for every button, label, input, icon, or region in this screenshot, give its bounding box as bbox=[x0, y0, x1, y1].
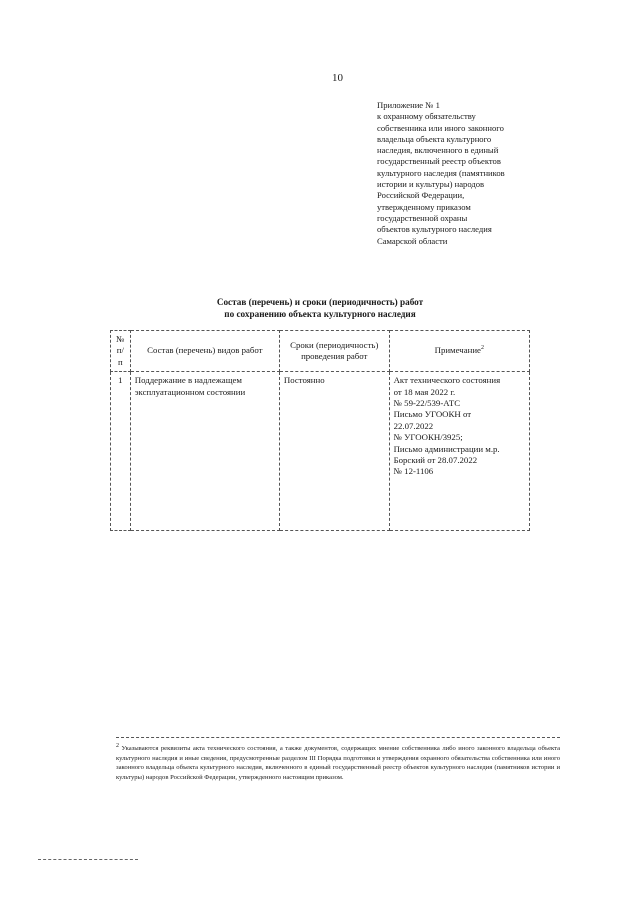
appendix-line: культурного наследия (памятников bbox=[377, 167, 505, 178]
appendix-line: объектов культурного наследия bbox=[377, 224, 492, 235]
header-note-label: Примечание bbox=[434, 345, 481, 356]
appendix-line: к охранному обязательству bbox=[377, 111, 476, 122]
footnote-ref: 2 bbox=[480, 345, 484, 352]
works-table bbox=[110, 330, 530, 531]
appendix-line: утвержденному приказом bbox=[377, 201, 471, 212]
note-line: Акт технического состояния bbox=[393, 375, 501, 386]
appendix-line: наследия, включенного в единый bbox=[377, 145, 499, 156]
title-line-1: Состав (перечень) и сроки (периодичность) работ bbox=[216, 297, 424, 307]
note-line: № 59-22/539-АТС bbox=[393, 398, 461, 409]
title-line-2: по сохранению объекта культурного наследия bbox=[224, 309, 416, 319]
header-num: № п/п bbox=[111, 331, 131, 372]
note-line: № УГООКН/3925; bbox=[393, 432, 463, 443]
appendix-line: Приложение № 1 bbox=[377, 100, 440, 110]
note-line: от 18 мая 2022 г. bbox=[393, 386, 456, 397]
footnote-divider bbox=[116, 737, 560, 738]
cell-composition: Поддержание в надлежащем эксплуатационном состоянии bbox=[130, 372, 279, 531]
appendix-line: Российской Федерации, bbox=[377, 190, 465, 201]
appendix-line: Самарской области bbox=[377, 235, 448, 246]
bottom-divider bbox=[38, 859, 138, 860]
appendix-line: истории и культуры) народов bbox=[377, 179, 485, 190]
note-line: Письмо УГООКН от bbox=[393, 409, 472, 420]
appendix-line: государственный реестр объектов bbox=[377, 156, 501, 167]
table-row bbox=[111, 372, 530, 531]
footnote bbox=[116, 744, 560, 782]
note-line: Письмо администрации м.р. bbox=[393, 443, 500, 454]
note-line: 22.07.2022 bbox=[393, 420, 434, 431]
note-line: Борский от 28.07.2022 bbox=[393, 455, 478, 466]
footnote-mark: 2 bbox=[116, 742, 119, 749]
appendix-line: владельца объекта культурного bbox=[377, 133, 492, 144]
appendix-line: государственной охраны bbox=[377, 212, 468, 223]
table-header-row bbox=[111, 331, 530, 372]
header-term: Сроки (периодичность) проведения работ bbox=[279, 331, 389, 372]
cell-note bbox=[389, 372, 529, 531]
header-note bbox=[389, 331, 529, 372]
header-composition: Состав (перечень) видов работ bbox=[130, 331, 279, 372]
page-number: 10 bbox=[332, 72, 343, 84]
cell-term: Постоянно bbox=[279, 372, 389, 531]
note-line: № 12-1106 bbox=[393, 466, 434, 477]
appendix-line: собственника или иного законного bbox=[377, 122, 504, 133]
footnote-text: Указываются реквизиты акта технического состояния, а также документов, содержащих мнение собственника либо иного законного владельца объекта культурного наследия и иные сведения, предусмотренные разделом III Порядка подготовки и утверждения охранного обязательства собственника или иного законного владельца объекта культурного наследия, включенного в единый государственный реестр объектов культурного наследия (памятников истории и культуры) народов Российской Федерации, утвержденного настоящим приказом. bbox=[116, 745, 561, 781]
document-title bbox=[140, 296, 500, 320]
appendix-header bbox=[377, 100, 577, 247]
cell-num: 1 bbox=[111, 372, 131, 531]
